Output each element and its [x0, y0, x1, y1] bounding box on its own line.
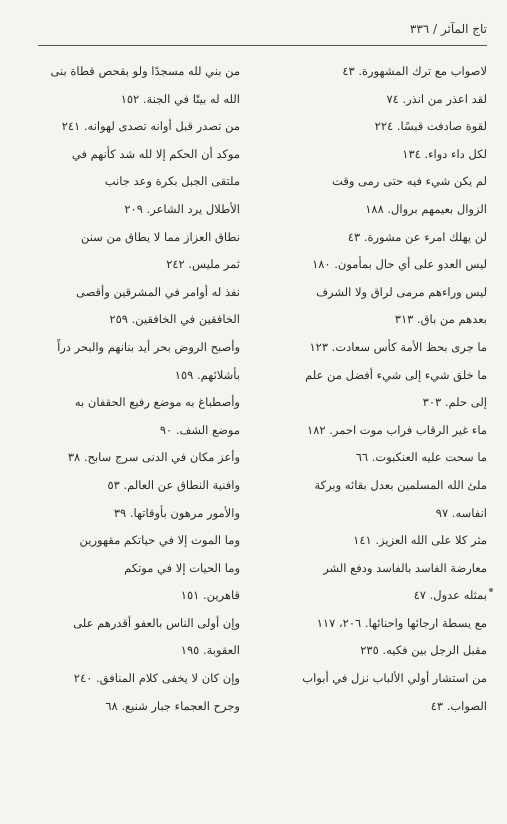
- index-line: قاهرين. ١٥١: [180, 588, 240, 603]
- index-line: لقوة صادفت قبسًا. ٢٢٤: [374, 119, 487, 134]
- index-line: وأصبح الروض بحر أيد بنانهم والبحر دراً: [57, 339, 240, 354]
- index-line: ماء غير الرقاب فراب موت احمر. ١٨٢: [307, 422, 487, 437]
- index-line: لكل داء دواء. ١٣٤: [402, 146, 487, 161]
- index-line: من بني لله مسجدًا ولو بقحص قطاة بنى: [50, 64, 240, 78]
- index-line: ليس العدو على أي حال بمأمون. ١٨٠: [312, 257, 487, 272]
- index-line: إلى حلم. ٣٠٣: [422, 395, 487, 410]
- index-line: وأصطباغ به موضع رفيع الحقفان به: [74, 395, 240, 410]
- index-line: ملئ الله المسلمين بعدل بقائه وبركة: [314, 477, 487, 492]
- index-line: الخافقين في الخافقين. ٢٥٩: [109, 312, 240, 327]
- index-line: الزوال بعيمهم بروال. ١٨٨: [365, 201, 487, 216]
- index-line: وما الحيات إلا في موتكم: [124, 560, 240, 575]
- index-line: وأعز مكان في الدنى سرج سابح. ٣٨: [67, 450, 240, 465]
- index-line: بمثله عدول. ٤٧: [413, 588, 487, 603]
- index-line: ما خلق شيء إلى شيء أفضل من علم: [305, 367, 487, 382]
- index-line: الله له بيتًا في الجنة. ١٥٢: [120, 91, 240, 106]
- index-line: معارضة الفاسد بالفاسد ودفع الشر: [323, 560, 487, 575]
- header-rule: [38, 45, 487, 46]
- index-line: لقد اعذر من انذر. ٧٤: [386, 91, 487, 106]
- index-line: العقوبة. ١٩٥: [180, 643, 240, 658]
- index-line: ملتقى الجبل بكرة وعد جانب: [104, 174, 240, 189]
- index-line: بأشلائهم. ١٥٩: [174, 367, 240, 382]
- index-line: الصواب. ٤٣: [430, 698, 487, 713]
- index-line: من استشار أولي الألباب نزل في أبواب: [302, 671, 487, 686]
- left-column: [28, 58, 240, 720]
- index-line: مقبل الرجل بين فكيه. ٢٣٥: [360, 643, 487, 658]
- index-line: ما سحت عليه العنكبوت. ٦٦: [355, 450, 487, 465]
- running-header: تاج المآثر / ٣٣٦: [409, 22, 487, 36]
- index-line: بعدهم من باق. ٣١٣: [394, 312, 487, 327]
- index-line: لم يكن شيء فيه حتى رمى وقت: [332, 174, 487, 189]
- index-line: نفذ له أوامر في المشرقين وأقصى: [75, 284, 240, 299]
- index-line: موضع الشف. ٩٠: [159, 422, 240, 437]
- index-line: انفاسه. ٩٧: [435, 505, 487, 520]
- index-line: موكد أن الحكم إلا لله شد كأنهم في: [71, 146, 240, 161]
- index-line: ثمر مليس. ٢٤٢: [166, 257, 240, 272]
- index-line: ما جرى بحظ الأمة كأس سعادت. ١٢٣: [309, 339, 487, 354]
- index-line: مثر كلا على الله العزيز. ١٤١: [353, 533, 487, 548]
- index-line: الأطلال يرد الشاعر. ٢٠٩: [124, 201, 240, 216]
- index-line: وافنية النطاق عن العالم. ٥٣: [107, 477, 240, 492]
- index-line: وإن أولى الناس بالعفو أقدرهم على: [73, 615, 240, 630]
- index-line: لاصواب مع ترك المشهورة. ٤٣: [342, 64, 487, 78]
- index-line: وما الموت إلا في حياتكم مقهورين: [79, 533, 240, 548]
- index-line: والأمور مرهون بأوقاتها. ٣٩: [113, 505, 240, 520]
- index-line: ليس وراءهم مرمى لراق ولا الشرف: [316, 284, 487, 299]
- index-line: وإن كان لا يخفى كلام المنافق. ٢٤٠: [73, 671, 240, 686]
- index-line: لن يهلك امرء عن مشورة. ٤٣: [347, 229, 487, 244]
- index-line: مع يسطة ارجائها واحنائها. ٢٠٦، ١١٧: [316, 615, 487, 630]
- scan-speck: [489, 588, 493, 592]
- index-line: من تصدر قبل أوانه تصدى لهوانه. ٢٤١: [61, 119, 240, 134]
- right-column: [275, 58, 487, 720]
- index-line: وجرح العجماء جبار شنيع. ٦٨: [105, 698, 240, 713]
- index-line: نطاق العزاز مما لا يطاق من سنن: [80, 229, 240, 244]
